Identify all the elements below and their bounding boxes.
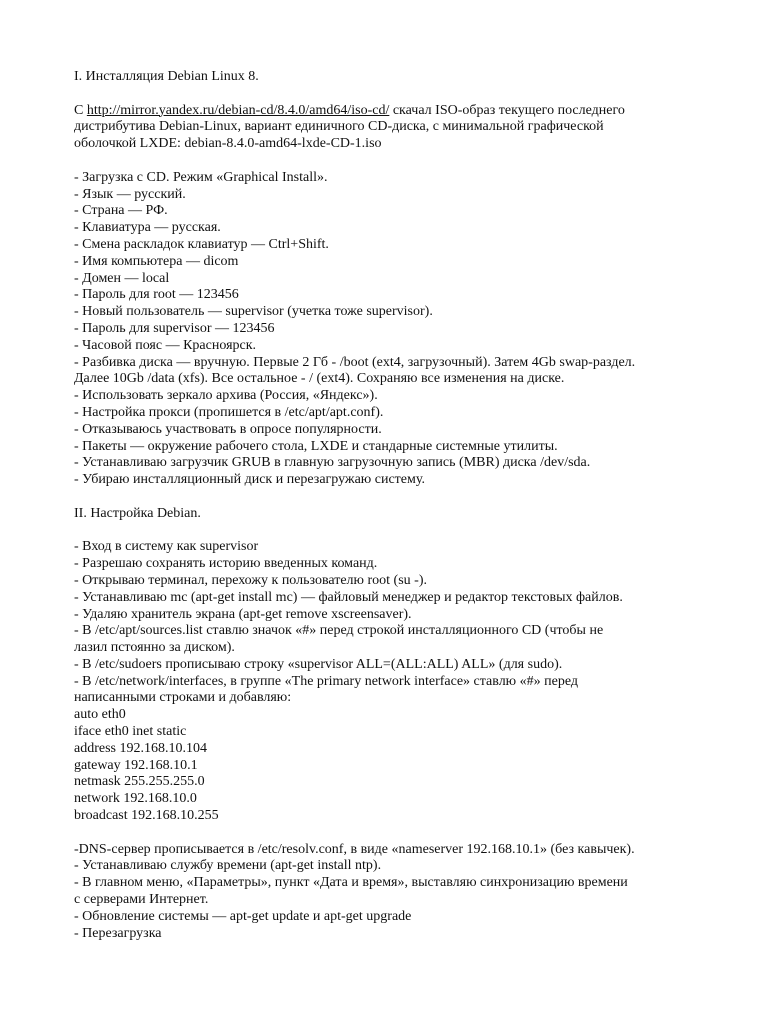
section1-intro-line1	[74, 103, 714, 120]
config-line: network 192.168.10.0	[74, 791, 197, 807]
list-item: - Удаляю хранитель экрана (apt-get remove xscreensaver).	[74, 606, 412, 622]
list-item: - В /etc/network/interfaces, в группе «The primary network interface» ставлю «#» перед	[74, 673, 578, 689]
spacer	[74, 489, 714, 506]
list-item: -DNS-сервер прописывается в /etc/resolv.conf, в виде «nameserver 192.168.10.1» (без кавычек).	[74, 841, 635, 857]
section1-heading: I. Инсталляция Debian Linux 8.	[74, 69, 259, 84]
list-item: - Устанавливаю загрузчик GRUB в главную загрузочную запись (MBR) диска /dev/sda.	[74, 455, 591, 471]
list-item: - Использовать зеркало архива (Россия, «Яндекс»).	[74, 388, 378, 404]
list-item: - В /etc/sudoers прописываю строку «supervisor ALL=(ALL:ALL) ALL» (для sudo).	[74, 656, 563, 672]
list-item: - Новый пользователь — supervisor (учетка тоже supervisor).	[74, 304, 433, 320]
list-item: - В /etc/apt/sources.list ставлю значок «#» перед строкой инсталляционного CD (чтобы не	[74, 623, 604, 639]
list-item: - Убираю инсталляционный диск и перезагружаю систему.	[74, 472, 425, 488]
config-line: iface eth0 inet static	[74, 724, 187, 740]
list-item: - Загрузка с CD. Режим «Graphical Install».	[74, 169, 328, 185]
list-item: - Домен — local	[74, 270, 170, 286]
list-item: - Смена раскладок клавиатур — Ctrl+Shift.	[74, 236, 329, 252]
config-line: address 192.168.10.104	[74, 740, 207, 756]
list-item: - Имя компьютера — dicom	[74, 253, 239, 269]
list-item: - Отказываюсь участвовать в опросе популярности.	[74, 421, 382, 437]
list-item: - Устанавливаю mc (apt-get install mc) — файловый менеджер и редактор текстовых файлов.	[74, 589, 623, 605]
list-item: с серверами Интернет.	[74, 892, 209, 908]
spacer	[74, 523, 714, 540]
intro-prefix: С	[74, 102, 87, 118]
list-item: лазил пстоянно за диском).	[74, 640, 235, 656]
list-item: - Пароль для supervisor — 123456	[74, 320, 275, 336]
spacer	[74, 153, 714, 170]
list-item: - Часовой пояс — Красноярск.	[74, 337, 257, 353]
config-line: broadcast 192.168.10.255	[74, 808, 219, 824]
list-item: - Клавиатура — русская.	[74, 220, 221, 236]
config-line: auto eth0	[74, 707, 126, 723]
list-item: - Открываю терминал, перехожу к пользователю root (su -).	[74, 572, 427, 588]
config-line: gateway 192.168.10.1	[74, 757, 198, 773]
list-item: - Разрешаю сохранять историю введенных команд.	[74, 556, 378, 572]
spacer	[74, 825, 714, 842]
list-item: - Разбивка диска — вручную. Первые 2 Гб - /boot (ext4, загрузочный). Затем 4Gb swap-раздел.	[74, 354, 636, 370]
section2-heading: II. Настройка Debian.	[74, 505, 201, 521]
document-body	[74, 69, 714, 942]
list-item: - В главном меню, «Параметры», пункт «Дата и время», выставляю синхронизацию времени	[74, 875, 628, 891]
list-item: - Обновление системы — apt-get update и apt-get upgrade	[74, 908, 412, 924]
list-item: - Язык — русский.	[74, 186, 186, 202]
list-item: написанными строками и добавляю:	[74, 690, 292, 706]
list-item: - Вход в систему как supervisor	[74, 539, 259, 555]
section1-intro-line2: дистрибутива Debian-Linux, вариант единичного CD-диска, с минимальной графической	[74, 119, 604, 135]
list-item: - Пароль для root — 123456	[74, 287, 239, 303]
list-item: Далее 10Gb /data (xfs). Все остальное - / (ext4). Сохраняю все изменения на диске.	[74, 371, 565, 387]
list-item: - Перезагрузка	[74, 925, 162, 941]
list-item: - Страна — РФ.	[74, 203, 168, 219]
section1-intro-line3: оболочкой LXDE: debian-8.4.0-amd64-lxde-CD-1.iso	[74, 136, 382, 152]
list-item: - Устанавливаю службу времени (apt-get install ntp).	[74, 858, 382, 874]
mirror-link[interactable]: http://mirror.yandex.ru/debian-cd/8.4.0/amd64/iso-cd/	[86, 102, 390, 118]
list-item: - Пакеты — окружение рабочего стола, LXDE и стандарные системные утилиты.	[74, 438, 558, 454]
intro-line1-rest: скачал ISO-образ текущего последнего	[389, 102, 625, 118]
list-item: - Настройка прокси (пропишется в /etc/apt/apt.conf).	[74, 404, 384, 420]
config-line: netmask 255.255.255.0	[74, 774, 205, 790]
spacer	[74, 86, 714, 103]
